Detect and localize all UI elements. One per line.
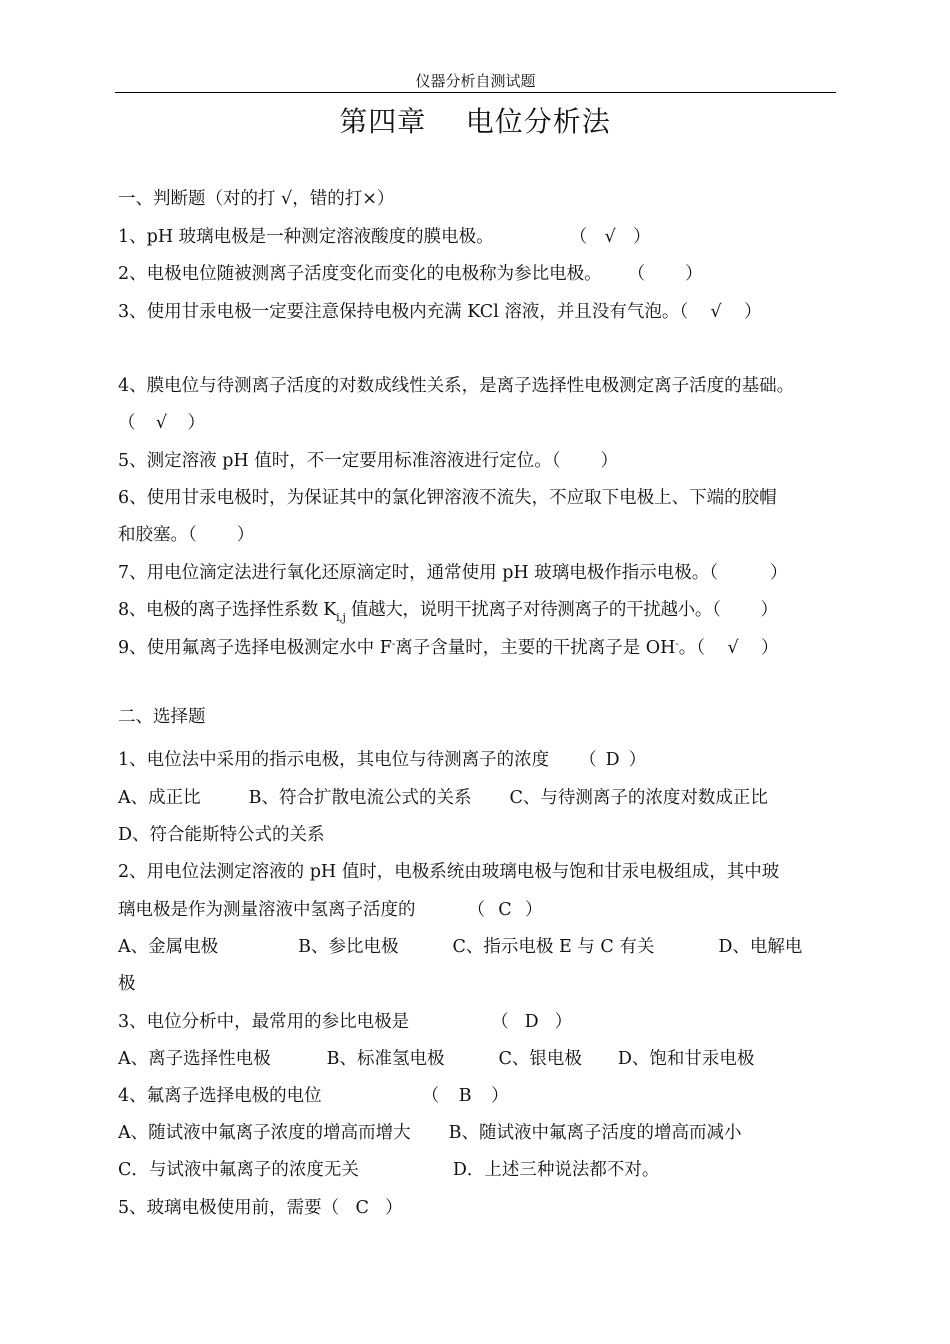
- answer-close: ）: [685, 264, 703, 284]
- tf-question-7: [118, 561, 787, 585]
- question-text: 7、用电位滴定法进行氧化还原滴定时，通常使用 pH 玻璃电极作指示电极。: [118, 563, 710, 583]
- question-text-pre: 9、使用氟离子选择电极测定水中 F: [118, 638, 392, 658]
- tf-question-4-answer: [118, 411, 205, 435]
- answer-open: （: [491, 1012, 509, 1032]
- answer-mark: √: [710, 302, 722, 322]
- answer-close: ）: [744, 302, 762, 322]
- mc-question-2: 2、用电位法测定溶液的 pH 值时，电极系统由玻璃电极与饱和甘汞电极组成，其中玻: [118, 862, 780, 882]
- question-text: 5、玻璃电极使用前，需要: [118, 1198, 322, 1218]
- running-header: 仪器分析自测试题: [415, 72, 536, 90]
- answer-close: ）: [633, 227, 651, 247]
- question-text: 1、电位法中采用的指示电极，其电位与待测离子的浓度: [118, 750, 550, 770]
- answer-open: （: [551, 451, 561, 471]
- question-text-post: 值越大，说明干扰离子对待测离子的干扰越小。: [345, 600, 713, 620]
- answer-close: ）: [761, 638, 779, 658]
- answer-close: ）: [760, 600, 778, 620]
- answer-mark: √: [155, 413, 168, 433]
- question-text: 3、使用甘汞电极一定要注意保持电极内充满 KCl 溶液，并且没有气泡。: [118, 302, 680, 322]
- question-text: 1、pH 玻璃电极是一种测定溶液酸度的膜电极。: [118, 227, 494, 247]
- chapter-title: 第四章 电位分析法: [339, 105, 611, 138]
- option-a: A、离子选择性电极: [118, 1049, 271, 1069]
- option-c: C、银电极: [498, 1049, 582, 1069]
- mc-question-3: [118, 1010, 572, 1034]
- answer-open: （: [421, 1086, 440, 1106]
- tf-question-5: [118, 449, 618, 473]
- answer-close: ）: [600, 451, 618, 471]
- option-d: D、饱和甘汞电极: [617, 1049, 755, 1069]
- answer-close: ）: [491, 1086, 509, 1106]
- answer-open: （: [118, 413, 136, 433]
- mc-question-5: [118, 1196, 403, 1220]
- mc-question-4: [118, 1084, 509, 1108]
- tf-question-4: 4、膜电位与待测离子活度的对数成线性关系，是离子选择性电极测定离子活度的基础。: [118, 376, 795, 396]
- question-text-post: 。: [678, 638, 697, 658]
- option-a: A、随试液中氟离子浓度的增高而增大: [118, 1123, 411, 1143]
- mc-question-2-cont: [118, 898, 543, 922]
- option-c: C、指示电极 E 与 C 有关: [452, 937, 655, 957]
- question-text: 3、电位分析中，最常用的参比电极是: [118, 1012, 410, 1032]
- tf-question-9: [118, 636, 779, 663]
- question-text-pre: 8、电极的离子选择性系数 K: [118, 600, 337, 620]
- option-b: B、符合扩散电流公式的关系: [248, 788, 472, 808]
- mc-question-4-options-cd: [118, 1158, 659, 1182]
- option-b: B、标准氢电极: [326, 1049, 445, 1069]
- tf-question-8: [118, 598, 778, 624]
- mc-question-2-options: [118, 935, 802, 959]
- tf-question-2: [118, 262, 703, 286]
- answer-open: （: [709, 563, 718, 583]
- tf-question-3: [118, 300, 762, 324]
- mc-question-1-options: [118, 786, 768, 810]
- tf-question-1: [118, 225, 651, 249]
- option-d: D．上述三种说法都不对。: [452, 1160, 660, 1180]
- question-text: 5、测定溶液 pH 值时，不一定要用标准溶液进行定位。: [118, 451, 552, 471]
- option-a: A、成正比: [118, 788, 201, 808]
- section1-heading: 一、判断题（对的打 √，错的打×）: [118, 189, 395, 209]
- question-text: 璃电极是作为测量溶液中氢离子活度的: [118, 900, 416, 920]
- tf-question-6: 6、使用甘汞电极时，为保证其中的氯化钾溶液不流失，不应取下电极上、下端的胶帽: [118, 488, 777, 508]
- option-b: B、参比电极: [298, 937, 399, 957]
- answer-open: （: [627, 264, 646, 284]
- answer-letter: D: [605, 750, 620, 770]
- answer-open: （: [579, 750, 597, 770]
- question-text: 4、氟离子选择电极的电位: [118, 1086, 322, 1106]
- option-b: B、随试液中氟离子活度的增高而减小: [448, 1123, 742, 1143]
- answer-close: ）: [628, 750, 647, 770]
- answer-open: （: [467, 900, 485, 920]
- tf-question-6-cont: [118, 523, 254, 547]
- answer-close: ）: [525, 900, 543, 920]
- mc-question-1-option-d: D、符合能斯特公式的关系: [118, 825, 325, 845]
- answer-open: （: [188, 525, 197, 545]
- header-rule: [115, 92, 836, 93]
- section2-heading: 二、选择题: [118, 707, 206, 727]
- answer-close: ）: [554, 1012, 573, 1032]
- answer-close: ）: [236, 525, 255, 545]
- mc-question-3-options: [118, 1047, 754, 1071]
- answer-letter: C: [498, 900, 512, 920]
- answer-mark: √: [727, 638, 739, 658]
- answer-close: ）: [187, 413, 205, 433]
- answer-letter: C: [355, 1198, 369, 1218]
- selectivity-subscript: i,j: [336, 611, 346, 624]
- option-c: C．与试液中氟离子的浓度无关: [118, 1160, 359, 1180]
- answer-open: （: [696, 638, 706, 658]
- answer-open: （: [679, 302, 689, 322]
- option-a: A、金属电极: [118, 937, 219, 957]
- hydroxide-superscript: -: [675, 639, 679, 650]
- answer-open: （: [569, 227, 588, 247]
- fluoride-superscript: -: [391, 639, 396, 650]
- question-text-mid: 离子含量时，主要的干扰离子是 OH: [395, 638, 676, 658]
- answer-close: ）: [769, 563, 788, 583]
- option-d: D、电解电: [718, 937, 803, 957]
- question-text: 和胶塞。: [118, 525, 188, 545]
- answer-open: （: [712, 600, 721, 620]
- answer-close: ）: [385, 1198, 403, 1218]
- mc-question-2-option-d-cont: 极: [118, 974, 136, 994]
- answer-letter: B: [458, 1086, 472, 1106]
- question-text: 2、电极电位随被测离子活度变化而变化的电极称为参比电极。: [118, 264, 602, 284]
- answer-mark: √: [604, 227, 616, 247]
- answer-letter: D: [524, 1012, 539, 1032]
- mc-question-1: [118, 748, 646, 772]
- mc-question-4-options-ab: [118, 1121, 742, 1145]
- option-c: C、与待测离子的浓度对数成正比: [509, 788, 768, 808]
- answer-open: （: [321, 1198, 340, 1218]
